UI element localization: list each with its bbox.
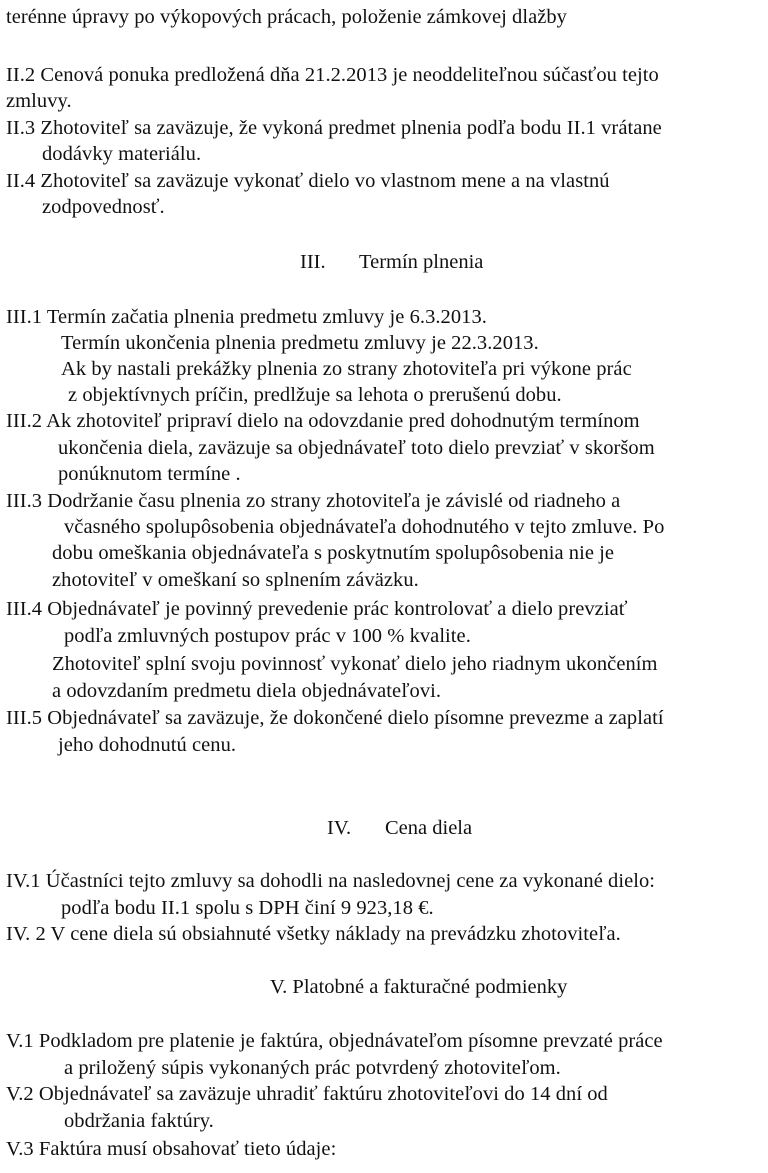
- clause-III-4-line-3: Zhotoviteľ splní svoju povinnosť vykonať dielo jeho riadnym ukončením: [52, 653, 658, 675]
- clause-III-5-line-1: III.5 Objednávateľ sa zaväzuje, že dokončené dielo písomne prevezme a zaplatí: [6, 707, 664, 729]
- clause-III-2-line-2: ukončenia diela, zaväzuje sa objednávateľ toto dielo prevziať v skoršom: [58, 437, 655, 459]
- clause-V-1-line-1: V.1 Podkladom pre platenie je faktúra, objednávateľom písomne prevzaté práce: [6, 1030, 663, 1052]
- clause-III-3-line-1: III.3 Dodržanie času plnenia zo strany zhotoviteľa je závislé od riadneho a: [6, 490, 621, 512]
- clause-V-3-line-1: V.3 Faktúra musí obsahovať tieto údaje:: [6, 1138, 337, 1160]
- clause-IV-1-line-1: IV.1 Účastníci tejto zmluvy sa dohodli na nasledovnej cene za vykonané dielo:: [6, 870, 656, 892]
- clause-IV-1-line-2: podľa bodu II.1 spolu s DPH činí 9 923,18 €.: [61, 897, 434, 919]
- clause-II-2-line-2: zmluvy.: [6, 90, 72, 112]
- clause-III-2-line-3: ponúknutom termíne .: [58, 463, 241, 485]
- clause-III-3-line-3: dobu omeškania objednávateľa s poskytnutím spolupôsobenia nie je: [52, 542, 615, 564]
- clause-V-2-line-1: V.2 Objednávateľ sa zaväzuje uhradiť faktúru zhotoviteľovi do 14 dní od: [6, 1083, 608, 1105]
- clause-III-2-line-1: III.2 Ak zhotoviteľ pripraví dielo na odovzdanie pred dohodnutým termínom: [6, 410, 640, 432]
- clause-II-4-line-2: zodpovednosť.: [42, 196, 165, 218]
- clause-III-1-line-2: Termín ukončenia plnenia predmetu zmluvy je 22.3.2013.: [61, 332, 539, 354]
- clause-II-2-line-1: II.2 Cenová ponuka predložená dňa 21.2.2013 je neoddeliteľnou súčasťou tejto: [6, 64, 659, 86]
- section-III-number: III.: [300, 251, 326, 273]
- clause-V-2-line-2: obdržania faktúry.: [64, 1110, 214, 1132]
- clause-IV-2-line-1: IV. 2 V cene diela sú obsiahnuté všetky náklady na prevádzku zhotoviteľa.: [6, 923, 621, 945]
- clause-V-1-line-2: a priložený súpis vykonaných prác potvrdený zhotoviteľom.: [64, 1057, 561, 1079]
- clause-III-1-line-1: III.1 Termín začatia plnenia predmetu zmluvy je 6.3.2013.: [6, 306, 487, 328]
- clause-III-5-line-2: jeho dohodnutú cenu.: [58, 734, 237, 756]
- clause-III-4-line-4: a odovzdaním predmetu diela objednávateľovi.: [52, 680, 442, 702]
- clause-II-4-line-1: II.4 Zhotoviteľ sa zaväzuje vykonať dielo vo vlastnom mene a na vlastnú: [6, 170, 610, 192]
- clause-III-4-line-2: podľa zmluvných postupov prác v 100 % kvalite.: [64, 625, 471, 647]
- clause-III-3-line-2: včasného spolupôsobenia objednávateľa dohodnutého v tejto zmluve. Po: [64, 516, 665, 538]
- clause-III-1-line-4: z objektívnych príčin, predlžuje sa lehota o prerušenú dobu.: [68, 384, 562, 406]
- clause-III-1-line-3: Ak by nastali prekážky plnenia zo strany zhotoviteľa pri výkone prác: [61, 358, 632, 380]
- section-V-heading: V. Platobné a fakturačné podmienky: [270, 976, 568, 998]
- clause-II-3-line-1: II.3 Zhotoviteľ sa zaväzuje, že vykoná predmet plnenia podľa bodu II.1 vrátane: [6, 117, 662, 139]
- intro-line: terénne úpravy po výkopových prácach, položenie zámkovej dlažby: [6, 6, 567, 28]
- clause-III-3-line-4: zhotoviteľ v omeškaní so splnením záväzku.: [52, 569, 419, 591]
- clause-III-4-line-1: III.4 Objednávateľ je povinný prevedenie prác kontrolovať a dielo prevziať: [6, 598, 628, 620]
- section-IV-number: IV.: [327, 817, 352, 839]
- clause-II-3-line-2: dodávky materiálu.: [42, 143, 202, 165]
- section-III-title: Termín plnenia: [359, 251, 484, 273]
- section-IV-title: Cena diela: [385, 817, 473, 839]
